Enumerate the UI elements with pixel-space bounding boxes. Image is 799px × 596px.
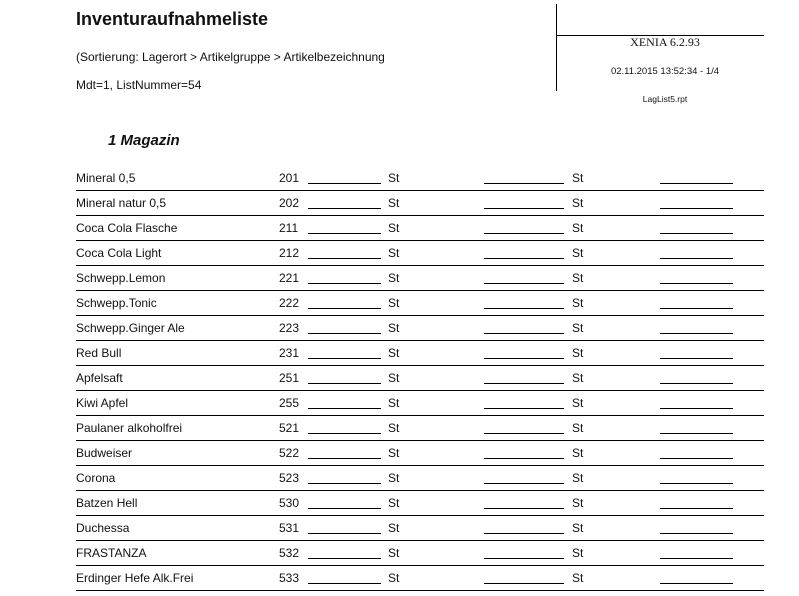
item-number: 211 <box>279 221 299 235</box>
blank-entry-line <box>484 308 564 309</box>
blank-entry-line <box>484 458 564 459</box>
table-row <box>76 240 764 266</box>
blank-entry-line <box>660 383 733 384</box>
blank-entry-line <box>308 433 381 434</box>
blank-entry-line <box>308 333 381 334</box>
unit-label: St <box>388 446 400 460</box>
table-row <box>76 340 764 366</box>
item-name: Schwepp.Tonic <box>76 296 157 310</box>
item-number: 532 <box>279 546 300 560</box>
unit-label: St <box>388 196 400 210</box>
blank-entry-line <box>660 458 733 459</box>
blank-entry-line <box>660 283 733 284</box>
item-name: Red Bull <box>76 346 122 360</box>
blank-entry-line <box>308 583 381 584</box>
item-number: 251 <box>279 371 300 385</box>
section-title: 1 Magazin <box>108 132 180 149</box>
blank-entry-line <box>660 433 733 434</box>
item-number: 523 <box>279 471 300 485</box>
unit-label: St <box>388 296 400 310</box>
table-row <box>76 265 764 291</box>
blank-entry-line <box>308 508 381 509</box>
blank-entry-line <box>308 183 381 184</box>
blank-entry-line <box>484 383 564 384</box>
app-version: XENIA 6.2.93 <box>630 35 700 49</box>
table-row <box>76 540 764 566</box>
item-name: Kiwi Apfel <box>76 396 129 410</box>
blank-entry-line <box>308 283 381 284</box>
sort-line: (Sortierung: Lagerort > Artikelgruppe > Artikelbezeichnung <box>76 50 385 64</box>
blank-entry-line <box>308 558 381 559</box>
report-title: Inventuraufnahmeliste <box>76 9 269 29</box>
blank-entry-line <box>660 233 733 234</box>
blank-entry-line <box>484 358 564 359</box>
blank-entry-line <box>484 558 564 559</box>
table-row <box>76 440 764 466</box>
unit-label: St <box>572 321 584 335</box>
item-number: 231 <box>279 346 300 360</box>
blank-entry-line <box>484 183 564 184</box>
item-number: 221 <box>279 271 300 285</box>
table-row <box>76 565 764 591</box>
unit-label: St <box>388 246 400 260</box>
item-number: 521 <box>279 421 300 435</box>
unit-label: St <box>572 446 584 460</box>
blank-entry-line <box>660 508 733 509</box>
table-row <box>76 515 764 541</box>
unit-label: St <box>572 296 584 310</box>
item-number: 522 <box>279 446 300 460</box>
blank-entry-line <box>308 358 381 359</box>
blank-entry-line <box>660 258 733 259</box>
blank-entry-line <box>484 508 564 509</box>
blank-entry-line <box>484 533 564 534</box>
item-name: Paulaner alkoholfrei <box>76 421 183 435</box>
item-number: 222 <box>279 296 300 310</box>
blank-entry-line <box>484 433 564 434</box>
unit-label: St <box>388 421 400 435</box>
unit-label: St <box>572 546 584 560</box>
blank-entry-line <box>660 583 733 584</box>
blank-entry-line <box>308 258 381 259</box>
blank-entry-line <box>308 233 381 234</box>
table-row <box>76 465 764 491</box>
datetime-page: 02.11.2015 13:52:34 - 1/4 <box>610 66 720 77</box>
unit-label: St <box>572 396 584 410</box>
unit-label: St <box>388 571 400 585</box>
unit-label: St <box>572 246 584 260</box>
table-row <box>76 390 764 416</box>
report-file: LagList5.rpt <box>642 94 688 104</box>
item-number: 201 <box>279 171 300 185</box>
item-name: Duchessa <box>76 521 130 535</box>
unit-label: St <box>388 271 400 285</box>
blank-entry-line <box>308 383 381 384</box>
blank-entry-line <box>308 208 381 209</box>
table-row <box>76 415 764 441</box>
blank-entry-line <box>660 358 733 359</box>
item-number: 212 <box>279 246 300 260</box>
unit-label: St <box>388 471 400 485</box>
blank-entry-line <box>308 458 381 459</box>
blank-entry-line <box>484 333 564 334</box>
unit-label: St <box>388 321 400 335</box>
blank-entry-line <box>660 208 733 209</box>
unit-label: St <box>572 271 584 285</box>
table-row <box>76 215 764 241</box>
unit-label: St <box>572 571 584 585</box>
blank-entry-line <box>308 483 381 484</box>
unit-label: St <box>572 421 584 435</box>
item-name: FRASTANZA <box>76 546 147 560</box>
item-name: Apfelsaft <box>76 371 123 385</box>
blank-entry-line <box>308 408 381 409</box>
unit-label: St <box>388 521 400 535</box>
item-name: Budweiser <box>76 446 133 460</box>
blank-entry-line <box>484 283 564 284</box>
item-name: Coca Cola Light <box>76 246 162 260</box>
unit-label: St <box>572 471 584 485</box>
item-name: Mineral natur 0,5 <box>76 196 167 210</box>
unit-label: St <box>572 496 584 510</box>
item-name: Erdinger Hefe Alk.Frei <box>76 571 194 585</box>
item-name: Batzen Hell <box>76 496 138 510</box>
unit-label: St <box>572 346 584 360</box>
unit-label: St <box>388 171 400 185</box>
unit-label: St <box>572 521 584 535</box>
item-number: 531 <box>279 521 300 535</box>
item-name: Corona <box>76 471 116 485</box>
blank-entry-line <box>660 308 733 309</box>
blank-entry-line <box>484 233 564 234</box>
table-row <box>76 290 764 316</box>
blank-entry-line <box>660 183 733 184</box>
table-row <box>76 315 764 341</box>
unit-label: St <box>388 496 400 510</box>
item-number: 202 <box>279 196 300 210</box>
unit-label: St <box>388 346 400 360</box>
blank-entry-line <box>484 483 564 484</box>
unit-label: St <box>388 371 400 385</box>
item-name: Schwepp.Ginger Ale <box>76 321 185 335</box>
unit-label: St <box>388 546 400 560</box>
unit-label: St <box>572 371 584 385</box>
table-row <box>76 165 764 191</box>
blank-entry-line <box>484 258 564 259</box>
table-row <box>76 365 764 391</box>
blank-entry-line <box>660 333 733 334</box>
unit-label: St <box>572 171 584 185</box>
blank-entry-line <box>484 583 564 584</box>
item-number: 255 <box>279 396 300 410</box>
table-row <box>76 190 764 216</box>
mdt-line: Mdt=1, ListNummer=54 <box>76 78 202 92</box>
item-number: 223 <box>279 321 300 335</box>
blank-entry-line <box>308 308 381 309</box>
item-name: Coca Cola Flasche <box>76 221 178 235</box>
blank-entry-line <box>660 483 733 484</box>
unit-label: St <box>388 221 400 235</box>
item-name: Schwepp.Lemon <box>76 271 166 285</box>
unit-label: St <box>572 221 584 235</box>
item-number: 530 <box>279 496 300 510</box>
table-row <box>76 490 764 516</box>
unit-label: St <box>388 396 400 410</box>
blank-entry-line <box>660 533 733 534</box>
blank-entry-line <box>660 408 733 409</box>
item-name: Mineral 0,5 <box>76 171 136 185</box>
blank-entry-line <box>484 208 564 209</box>
blank-entry-line <box>484 408 564 409</box>
blank-entry-line <box>308 533 381 534</box>
unit-label: St <box>572 196 584 210</box>
item-number: 533 <box>279 571 300 585</box>
blank-entry-line <box>660 558 733 559</box>
